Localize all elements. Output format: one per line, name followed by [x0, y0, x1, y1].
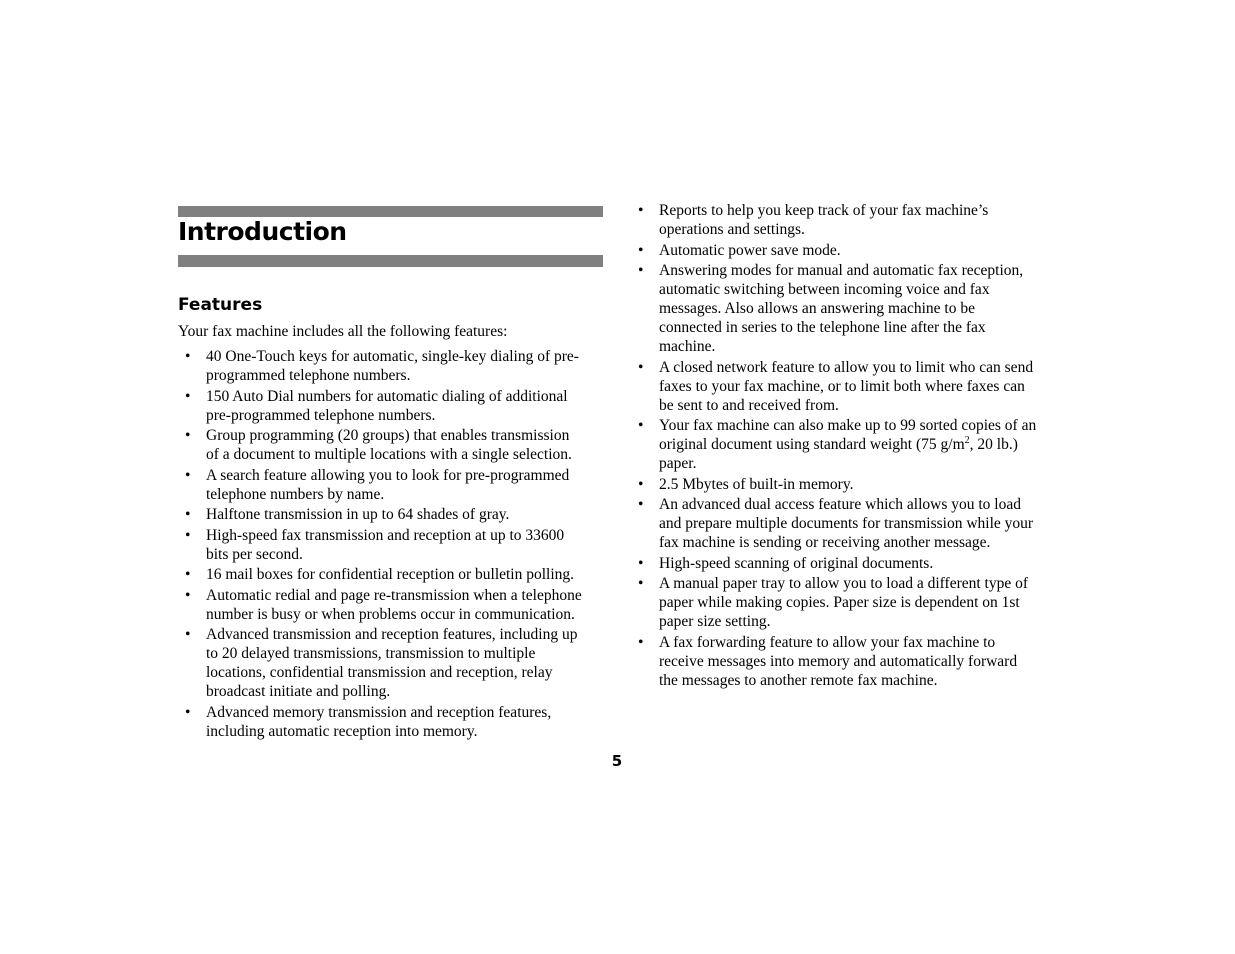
- section-heading: Features: [178, 295, 263, 315]
- feature-line: • Advanced transmission and reception features, including up: [206, 626, 578, 643]
- feature-item: [178, 565, 606, 584]
- feature-line: • Automatic power save mode.: [659, 241, 841, 259]
- feature-item: [631, 241, 1059, 260]
- feature-line: • 16 mail boxes for confidential reception or bulletin polling.: [206, 566, 575, 583]
- feature-line: connected in series to the telephone line after the fax: [659, 319, 986, 336]
- feature-line: • High-speed scanning of original documents.: [659, 554, 934, 572]
- feature-line: • Reports to help you keep track of your fax machine’s: [659, 202, 989, 219]
- feature-item: [178, 466, 606, 504]
- feature-line: to 20 delayed transmissions, transmission to multiple: [206, 645, 536, 662]
- feature-line: receive messages into memory and automatically forward: [659, 652, 1018, 670]
- feature-line: locations, confidential transmission and reception, relay: [206, 664, 553, 681]
- feature-line: • A search feature allowing you to look for pre-programmed: [206, 466, 570, 484]
- feature-line: • Automatic redial and page re-transmission when a telephone: [206, 586, 582, 604]
- feature-line: • Answering modes for manual and automatic fax reception,: [659, 262, 1024, 279]
- feature-item: [631, 358, 1059, 415]
- page-number: 5: [611, 752, 623, 770]
- feature-line: paper.: [659, 455, 697, 472]
- feature-line: be sent to and received from.: [659, 396, 839, 414]
- feature-line: messages. Also allows an answering machine to be: [659, 300, 975, 317]
- feature-line: • 150 Auto Dial numbers for automatic dialing of additional: [206, 387, 568, 405]
- feature-line: automatic switching between incoming voice and fax: [659, 281, 990, 298]
- feature-list-left: [178, 347, 606, 742]
- feature-line: broadcast initiate and polling.: [206, 683, 391, 700]
- feature-line: • A closed network feature to allow you to limit who can send: [659, 358, 1034, 376]
- feature-line: faxes to your fax machine, or to limit both where faxes can: [659, 377, 1025, 395]
- feature-item: [631, 261, 1059, 356]
- feature-line: the messages to another remote fax machine.: [659, 671, 938, 689]
- feature-item: [631, 574, 1059, 631]
- feature-line: fax machine is sending or receiving another message.: [659, 534, 991, 551]
- feature-list-right: [631, 201, 1059, 691]
- title-rule-bottom: [178, 255, 603, 267]
- feature-item: [178, 505, 606, 524]
- feature-line: • A fax forwarding feature to allow your fax machine to: [659, 633, 996, 651]
- intro-paragraph: Your fax machine includes all the following features:: [178, 323, 508, 340]
- feature-line: • Your fax machine can also make up to 99 sorted copies of an: [659, 417, 1037, 434]
- feature-item: [631, 633, 1059, 690]
- feature-line: paper while making copies. Paper size is dependent on 1st: [659, 594, 1020, 611]
- feature-item: [631, 416, 1059, 473]
- feature-line: • Advanced memory transmission and reception features,: [206, 703, 552, 721]
- copies-line-text: original document using standard weight (75 g/m: [659, 436, 965, 453]
- feature-item: [178, 347, 606, 385]
- feature-line: programmed telephone numbers.: [206, 367, 411, 384]
- feature-line: • Group programming (20 groups) that enables transmission: [206, 427, 570, 444]
- page-title: Introduction: [178, 217, 347, 246]
- feature-line: bits per second.: [206, 545, 303, 563]
- feature-item: [631, 554, 1059, 573]
- superscript-exponent: 2: [964, 435, 970, 446]
- feature-line: • 2.5 Mbytes of built-in memory.: [659, 475, 854, 493]
- feature-line: telephone numbers by name.: [206, 485, 385, 503]
- feature-item: [178, 387, 606, 425]
- feature-item: [178, 625, 606, 701]
- feature-line: paper size setting.: [659, 613, 771, 630]
- feature-line: machine.: [659, 338, 716, 355]
- feature-item: [178, 526, 606, 564]
- feature-item: [631, 495, 1059, 552]
- feature-line: • 40 One-Touch keys for automatic, single-key dialing of pre-: [206, 348, 579, 365]
- feature-line: pre-programmed telephone numbers.: [206, 406, 436, 424]
- feature-line: • Halftone transmission in up to 64 shades of gray.: [206, 506, 510, 523]
- feature-item: [631, 201, 1059, 239]
- feature-line: • A manual paper tray to allow you to load a different type of: [659, 575, 1029, 592]
- feature-item: [178, 586, 606, 624]
- feature-item: [631, 475, 1059, 494]
- feature-line: number is busy or when problems occur in communication.: [206, 605, 575, 623]
- feature-line: [659, 435, 1059, 454]
- copies-line-text-end: , 20 lb.): [969, 436, 1018, 453]
- feature-item: [178, 426, 606, 464]
- feature-line: of a document to multiple locations with a single selection.: [206, 446, 572, 463]
- feature-item: [178, 703, 606, 741]
- feature-line: operations and settings.: [659, 221, 805, 238]
- feature-line: and prepare multiple documents for transmission while your: [659, 515, 1034, 532]
- feature-line: • An advanced dual access feature which allows you to load: [659, 496, 1021, 513]
- feature-line: including automatic reception into memory.: [206, 722, 478, 740]
- feature-line: • High-speed fax transmission and reception at up to 33600: [206, 526, 565, 544]
